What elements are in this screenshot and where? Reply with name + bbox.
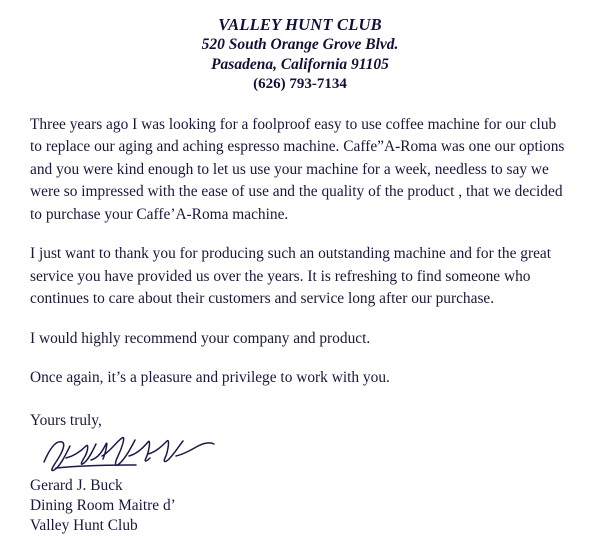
letter-paragraph: Three years ago I was looking for a foolproof easy to use coffee machine for our club to replace our aging and aching espresso machine. Caffe”A-Roma was one our options and you were kind enough to let us use your machine for a week, needless to say we were so impressed with the ease of use and the quality of the product , that we decided to purchase your Caffe’A-Roma machine. (30, 115, 565, 223)
signer-name: Gerard J. Buck (30, 476, 123, 494)
signature-image (28, 432, 572, 476)
letter-paragraph: I would highly recommend your company and product. (30, 329, 371, 347)
handwritten-signature-icon (36, 432, 216, 476)
letter-body (28, 114, 572, 390)
letter-paragraph: Once again, it’s a pleasure and privilege to work with you. (30, 369, 390, 387)
letterhead-organization: VALLEY HUNT CLUB (218, 15, 382, 34)
letterhead-city-state-zip: Pasadena, California 91105 (211, 55, 389, 73)
letter-paragraph: I just want to thank you for producing such an outstanding machine and for the great service you have provided us over the years. It is refreshing to find someone who continues to care about their customers and service long after our purchase. (30, 245, 552, 308)
signature-block (28, 476, 572, 536)
signer-organization: Valley Hunt Club (30, 516, 138, 534)
signer-title: Dining Room Maitre d’ (30, 496, 176, 514)
letterhead (28, 14, 572, 94)
letterhead-street: 520 South Orange Grove Blvd. (201, 36, 399, 54)
letter-closing: Yours truly, (30, 411, 102, 429)
letterhead-phone: (626) 793-7134 (253, 75, 347, 92)
